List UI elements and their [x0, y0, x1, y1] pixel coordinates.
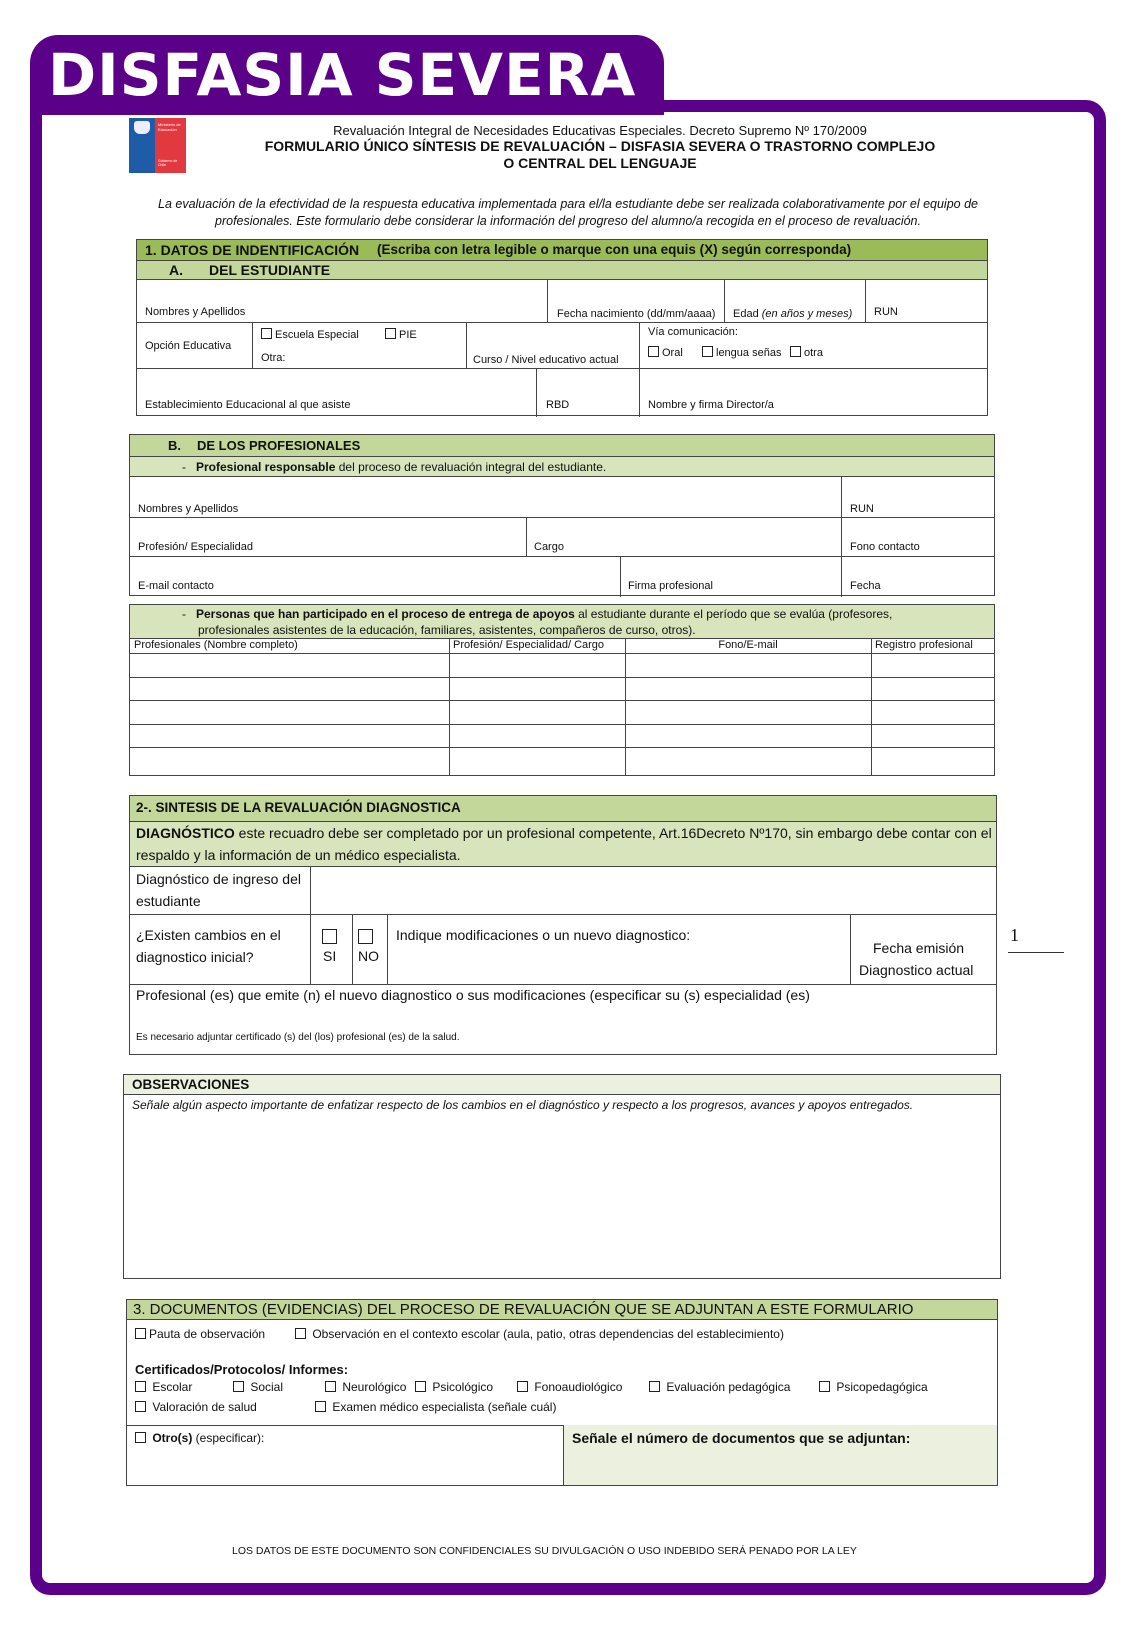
responsible-header — [130, 457, 994, 477]
no-label: NO — [358, 948, 379, 964]
observations-title: OBSERVACIONES — [132, 1077, 250, 1092]
issue-date-label-cont: Diagnostico actual — [859, 962, 974, 978]
rbd-field[interactable]: RBD — [546, 399, 570, 411]
confidentiality-footer: LOS DATOS DE ESTE DOCUMENTO SON CONFIDENCIALES SU DIVULGACIÓN O USO INDEBIDO SERÁ PENADO POR LA LEY — [232, 1545, 857, 1557]
table-cell[interactable] — [449, 700, 625, 724]
observations-textarea[interactable] — [124, 1115, 1000, 1278]
school-context-checkbox[interactable]: Observación en el contexto escolar (aula, patio, otras dependencias del establecimiento) — [295, 1327, 784, 1341]
header-decree: Revaluación Integral de Necesidades Educativas Especiales. Decreto Supremo Nº 170/2009 — [333, 123, 867, 138]
checkbox-icon — [325, 1381, 336, 1392]
table-cell[interactable] — [871, 700, 993, 724]
certificate-label: Fonoaudiológico — [531, 1380, 623, 1394]
observations-box — [123, 1074, 1001, 1279]
section1-title: 1. DATOS DE INDENTIFICACIÓN — [145, 242, 360, 258]
table-column-header: Profesión/ Especialidad/ Cargo — [453, 639, 605, 651]
table-column-header: Profesionales (Nombre completo) — [134, 639, 298, 651]
certificate-checkbox[interactable] — [233, 1380, 283, 1394]
diagnosis-instructions-text: DIAGNÓSTICO este recuadro debe ser completado por un profesional competente, Art.16Decreto Nº170, sin embargo debe contar con el — [136, 825, 992, 841]
table-cell[interactable] — [130, 724, 449, 748]
other-docs-checkbox[interactable]: Otro(s) (especificar): — [135, 1431, 264, 1445]
form-header — [200, 123, 1000, 172]
section3-box — [126, 1299, 998, 1486]
table-cell[interactable] — [449, 677, 625, 701]
director-field[interactable]: Nombre y firma Director/a — [648, 399, 774, 411]
support-persons-text: - Personas que han participado en el proceso de entrega de apoyos al estudiante durante el período que se evalúa (profesores, — [182, 607, 893, 621]
position-field[interactable]: Cargo — [534, 541, 564, 553]
table-row — [130, 700, 993, 724]
section1-title-note: (Escriba con letra legible o marque con una equis (X) según corresponda) — [377, 242, 852, 257]
certificate-checkbox[interactable] — [325, 1380, 406, 1394]
changes-question-cont: diagnostico inicial? — [136, 949, 254, 965]
table-cell[interactable] — [871, 724, 993, 748]
table-column-header: Registro profesional — [875, 639, 973, 651]
entry-diagnosis-label: Diagnóstico de ingreso del — [136, 871, 301, 887]
table-row-divider — [130, 677, 994, 678]
observations-hint: Señale algún aspecto importante de enfatizar respecto de los cambios en el diagnóstico y respecto a los progresos, avances y apoyos entregados. — [132, 1098, 914, 1112]
certificate-note: Es necesario adjuntar certificado (s) del (los) profesional (es) de la salud. — [136, 1032, 460, 1043]
logo-government-text: Gobierno de Chile — [158, 159, 178, 167]
section1-student-box — [136, 239, 988, 416]
student-run-field[interactable]: RUN — [874, 306, 898, 318]
certificates-title: Certificados/Protocolos/ Informes: — [135, 1362, 349, 1377]
footnote-line — [1008, 952, 1064, 953]
certificate-checkbox[interactable] — [415, 1380, 493, 1394]
course-level-field[interactable]: Curso / Nivel educativo actual — [473, 354, 619, 366]
certificate-checkbox[interactable] — [135, 1380, 192, 1394]
entry-diagnosis-label-cont: estudiante — [136, 893, 201, 909]
table-cell[interactable] — [449, 747, 625, 771]
doc-count-field[interactable] — [563, 1425, 997, 1485]
modifications-field[interactable]: Indique modificaciones o un nuevo diagnostico: — [396, 927, 691, 943]
responsible-text: - Profesional responsable del proceso de revaluación integral del estudiante. — [182, 460, 607, 474]
table-cell[interactable] — [449, 724, 625, 748]
table-cell[interactable] — [130, 700, 449, 724]
intro-text: La evaluación de la efectividad de la respuesta educativa implementada para el/la estudiante debe ser realizada colaborativamente por el equipo de profesionales. Este formulario debe considerar la información del progreso del alumno/a recogida en el proceso de revaluación. — [158, 197, 978, 228]
diagnosis-instructions — [130, 822, 996, 867]
professional-run-field[interactable]: RUN — [850, 503, 874, 515]
support-persons-box — [129, 604, 995, 776]
oral-checkbox[interactable]: Oral — [648, 346, 683, 359]
support-persons-header — [130, 605, 994, 639]
subsection-b-header — [130, 435, 994, 457]
logo-ministry-text: Ministerio de Educación — [158, 122, 181, 132]
certificate-checkbox[interactable] — [819, 1380, 928, 1394]
banner — [30, 35, 664, 115]
educational-option-label: Opción Educativa — [145, 340, 232, 352]
subsection-a-title: DEL ESTUDIANTE — [209, 262, 331, 278]
profession-field[interactable]: Profesión/ Especialidad — [138, 541, 253, 553]
table-cell[interactable] — [871, 677, 993, 701]
table-cell[interactable] — [871, 747, 993, 771]
medical-exam-checkbox[interactable]: Examen médico especialista (señale cuál) — [315, 1400, 556, 1414]
certificate-label: Psicopedagógica — [833, 1380, 928, 1394]
professional-name-field[interactable]: Nombres y Apellidos — [138, 503, 239, 515]
banner-title: DISFASIA SEVERA — [48, 41, 637, 109]
coat-of-arms-icon — [134, 121, 150, 134]
diagnosis-instructions-cont: respaldo y la información de un médico especialista. — [136, 847, 461, 863]
observation-guide-checkbox[interactable]: Pauta de observación — [135, 1327, 265, 1341]
section2-box — [129, 795, 997, 1055]
certificate-label: Escolar — [149, 1380, 193, 1394]
table-cell[interactable] — [625, 747, 871, 771]
certificate-checkbox[interactable] — [517, 1380, 622, 1394]
observations-header — [124, 1075, 1000, 1095]
communication-label: Vía comunicación: — [648, 326, 738, 338]
table-row-divider — [130, 747, 994, 748]
section3-title: 3. DOCUMENTOS (EVIDENCIAS) DEL PROCESO DE REVALUACIÓN QUE SE ADJUNTAN A ESTE FORMULARIO — [133, 1301, 914, 1318]
sign-language-checkbox[interactable]: lengua señas — [702, 346, 781, 359]
table-cell[interactable] — [130, 677, 449, 701]
section1-header — [137, 240, 987, 261]
doc-count-label: Señale el número de documentos que se adjuntan: — [572, 1430, 911, 1446]
yes-label: SI — [323, 948, 337, 964]
table-cell[interactable] — [625, 724, 871, 748]
signature-field[interactable]: Firma profesional — [628, 580, 713, 592]
section2-title: 2-. SINTESIS DE LA REVALUACIÓN DIAGNOSTICA — [136, 800, 461, 815]
other-communication-checkbox[interactable]: otra — [790, 346, 823, 359]
checkbox-icon — [135, 1381, 146, 1392]
table-cell[interactable] — [449, 653, 625, 677]
table-cell[interactable] — [625, 700, 871, 724]
special-school-checkbox[interactable]: Escuela Especial — [261, 328, 359, 341]
certificate-label: Social — [247, 1380, 284, 1394]
header-title: FORMULARIO ÚNICO SÍNTESIS DE REVALUACIÓN – DISFASIA SEVERA O TRASTORNO COMPLEJO — [264, 138, 936, 154]
certificate-label: Evaluación pedagógica — [663, 1380, 791, 1394]
health-assessment-checkbox[interactable]: Valoración de salud — [135, 1400, 257, 1414]
footnote-number: 1 — [1010, 925, 1019, 945]
other-option-field[interactable]: Otra: — [261, 352, 286, 364]
section2-header — [130, 796, 996, 822]
certificate-checkbox[interactable] — [649, 1380, 790, 1394]
support-persons-text-cont: profesionales asistentes de la educación, familiares, asistentes, compañeros de curso, otros). — [198, 623, 696, 637]
date-field[interactable]: Fecha — [850, 580, 881, 592]
table-cell[interactable] — [625, 677, 871, 701]
issuing-professional-field[interactable]: Profesional (es) que emite (n) el nuevo diagnostico o sus modificaciones (especificar su (s) especialidad (es) — [136, 987, 810, 1003]
table-cell[interactable] — [130, 653, 449, 677]
table-cell[interactable] — [871, 653, 993, 677]
professionals-box — [129, 434, 995, 596]
section3-header — [127, 1300, 997, 1320]
table-row — [130, 747, 993, 771]
checkbox-icon — [233, 1381, 244, 1392]
school-field[interactable]: Establecimiento Educacional al que asiste — [145, 399, 351, 411]
subsection-a-header — [137, 261, 987, 280]
table-cell[interactable] — [130, 747, 449, 771]
issue-date-label: Fecha emisión — [873, 940, 965, 956]
table-row — [130, 653, 993, 677]
table-row — [130, 677, 993, 701]
checkbox-icon — [517, 1381, 528, 1392]
table-row — [130, 724, 993, 748]
checkbox-icon — [649, 1381, 660, 1392]
certificate-label: Neurológico — [339, 1380, 407, 1394]
changes-no-checkbox[interactable] — [358, 929, 373, 944]
phone-field[interactable]: Fono contacto — [850, 541, 920, 553]
changes-question: ¿Existen cambios en el — [136, 927, 281, 943]
pie-checkbox[interactable]: PIE — [385, 328, 417, 341]
checkbox-icon — [819, 1381, 830, 1392]
email-field[interactable]: E-mail contacto — [138, 580, 214, 592]
table-cell[interactable] — [625, 653, 871, 677]
header-title-cont: O CENTRAL DEL LENGUAJE — [503, 155, 697, 171]
table-row-divider — [130, 724, 994, 725]
subsection-b-letter: B. — [168, 438, 181, 453]
certificate-label: Psicológico — [429, 1380, 494, 1394]
student-name-field[interactable]: Nombres y Apellidos — [145, 306, 246, 318]
table-row-divider — [130, 700, 994, 701]
entry-diagnosis-input[interactable] — [311, 868, 996, 914]
table-column-header: Fono/E-mail — [718, 639, 778, 651]
birthdate-field[interactable]: Fecha nacimiento (dd/mm/aaaa) — [557, 308, 716, 320]
checkbox-icon — [415, 1381, 426, 1392]
subsection-a-letter: A. — [169, 262, 183, 278]
ministry-logo — [129, 118, 186, 173]
subsection-b-title: DE LOS PROFESIONALES — [197, 438, 361, 453]
changes-yes-checkbox[interactable] — [322, 929, 337, 944]
age-field[interactable]: Edad (en años y meses) — [733, 308, 853, 320]
